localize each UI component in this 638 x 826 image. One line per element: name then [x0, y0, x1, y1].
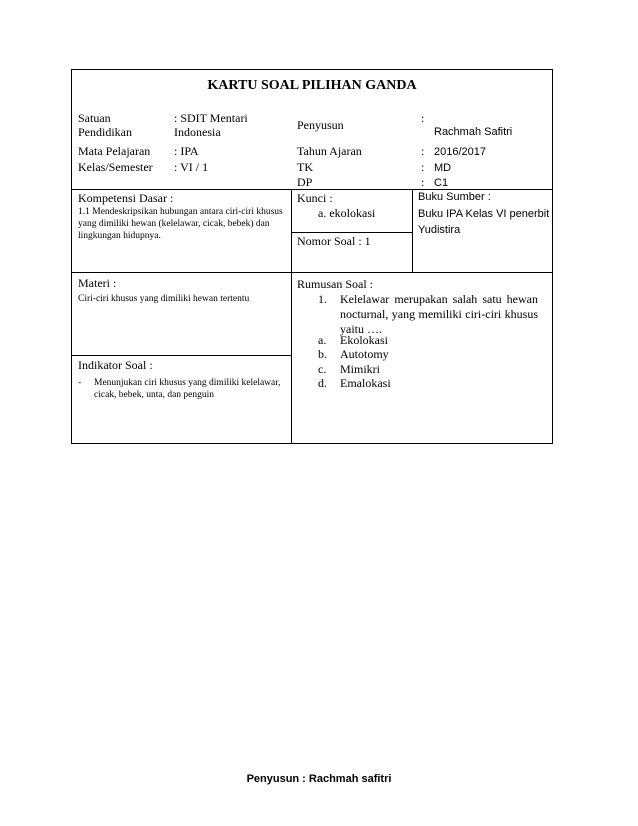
divider-middle	[71, 272, 553, 273]
option-d-letter: d.	[318, 375, 327, 390]
option-b-text: Autotomy	[340, 347, 389, 362]
indikator-label: Indikator Soal :	[78, 358, 153, 372]
satuan-label-line-2: Pendidikan	[78, 125, 132, 139]
dp-label: DP	[297, 175, 313, 189]
tk-label: TK	[297, 160, 313, 174]
option-list	[318, 333, 391, 390]
option-c-text: Mimikri	[340, 361, 381, 376]
mapel-label: Mata Pelajaran	[78, 144, 151, 158]
satuan-label	[78, 111, 132, 139]
divider-vertical-center	[291, 189, 292, 444]
satuan-value	[174, 111, 248, 139]
dp-value: C1	[434, 177, 449, 189]
option-b-letter: b.	[318, 347, 327, 362]
card-border-left	[71, 69, 72, 444]
nomor-soal: Nomor Soal : 1	[297, 234, 371, 248]
rumusan-label: Rumusan Soal :	[297, 277, 374, 291]
card-border-right	[552, 69, 553, 444]
dp-colon: :	[421, 175, 425, 189]
divider-materi-indikator	[71, 355, 292, 356]
option-c	[318, 362, 391, 376]
satuan-value-line-1: : SDIT Mentari	[174, 111, 248, 125]
buku-sumber-line-2: Yudistira	[418, 224, 461, 236]
option-b	[318, 347, 391, 361]
tk-colon: :	[421, 160, 425, 174]
option-d	[318, 376, 391, 390]
card-border-bottom	[71, 443, 553, 444]
buku-sumber-line-1: Buku IPA Kelas VI penerbit	[418, 208, 550, 220]
option-a	[318, 333, 391, 347]
question-text: Kelelawar merupakan salah satu hewan nocturnal, yang memiliki ciri-ciri khusus yaitu ….	[340, 292, 538, 336]
indikator-bullet: -	[78, 378, 82, 388]
indikator-text: Menunjukan ciri khusus yang dimiliki kelelawar, cicak, bebek, unta, dan penguin	[94, 378, 281, 400]
kunci-label: Kunci :	[297, 191, 333, 205]
page-footer: Penyusun : Rachmah safitri	[246, 773, 392, 785]
mapel-value: : IPA	[174, 144, 199, 158]
penyusun-label: Penyusun	[297, 118, 344, 132]
option-a-letter: a.	[318, 333, 327, 347]
penyusun-colon: :	[421, 111, 425, 125]
kelas-value: : VI / 1	[174, 160, 209, 174]
option-c-letter: c.	[318, 361, 327, 376]
satuan-label-line-1: Satuan	[78, 111, 111, 125]
divider-kunci-nomor	[292, 232, 412, 233]
buku-sumber-label: Buku Sumber :	[418, 191, 491, 203]
question-number: 1.	[318, 292, 327, 306]
kunci-answer: a. ekolokasi	[318, 206, 376, 220]
option-a-text: Ekolokasi	[340, 333, 388, 347]
tahun-value: 2016/2017	[434, 146, 486, 158]
card-title: KARTU SOAL PILIHAN GANDA	[207, 78, 417, 93]
penyusun-value: Rachmah Safitri	[434, 126, 513, 138]
divider-vertical-buku	[412, 189, 413, 273]
option-d-text: Emalokasi	[340, 375, 391, 390]
kelas-label: Kelas/Semester	[78, 160, 153, 174]
tk-value: MD	[434, 162, 452, 174]
materi-label: Materi :	[78, 276, 117, 290]
tahun-colon: :	[421, 144, 425, 158]
card-border-top	[71, 69, 553, 70]
tahun-label: Tahun Ajaran	[297, 144, 362, 158]
materi-text: Ciri-ciri khusus yang dimiliki hewan tertentu	[78, 294, 250, 304]
satuan-value-line-2: Indonesia	[174, 125, 221, 139]
kompetensi-label: Kompetensi Dasar :	[78, 191, 174, 205]
kompetensi-text: 1.1 Mendeskripsikan hubungan antara ciri-ciri khusus yang dimiliki hewan (kelelawar, cicak, bebek) dan lingkungan hidupnya.	[78, 207, 283, 241]
